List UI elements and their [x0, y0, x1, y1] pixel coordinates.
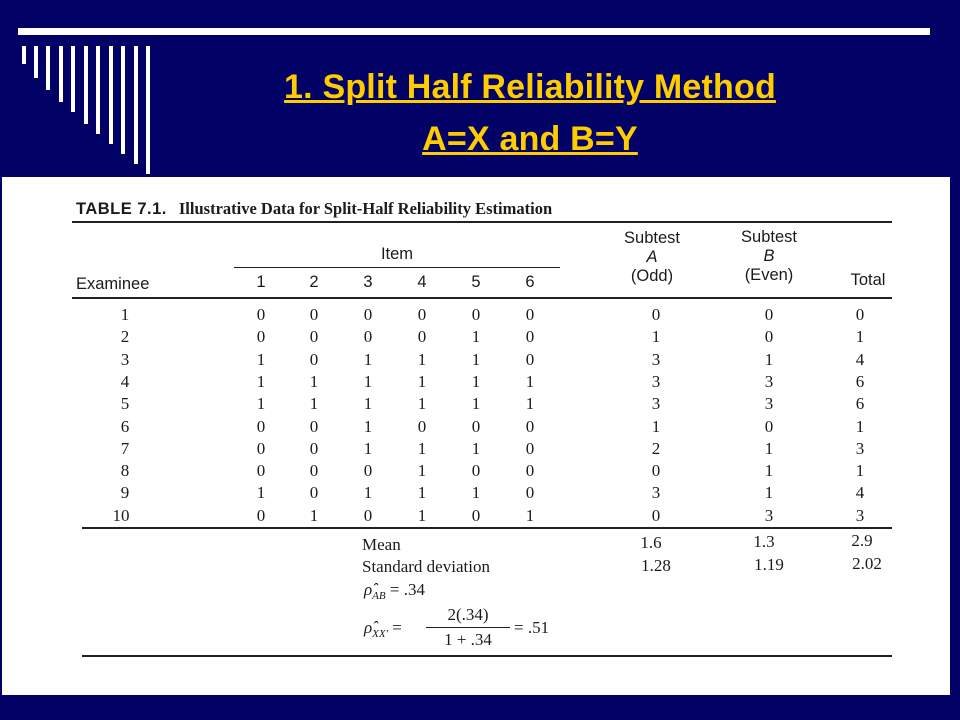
examinee-number: 9 [120, 483, 130, 503]
item-score: 0 [309, 416, 319, 436]
total-score: 0 [855, 305, 865, 324]
table-caption [76, 199, 552, 219]
item-score: 1 [256, 394, 266, 414]
subtest-a-score: 0 [651, 461, 661, 481]
item-score: 0 [471, 305, 481, 324]
item-score: 1 [417, 349, 427, 369]
subtest-b-score: 3 [764, 394, 774, 414]
rho-xx: $\rhô_{XX'}$ = [364, 618, 402, 640]
item-score: 1 [525, 371, 535, 391]
subtest-a-score: 3 [651, 394, 661, 414]
rho-ab: $\rhô_{AB} = .34$ [364, 580, 425, 602]
examinee-number: 10 [112, 505, 130, 525]
total-score: 1 [855, 461, 865, 481]
subtest-b-score: 3 [764, 505, 774, 525]
sd-a: 1.28 [641, 556, 671, 575]
table-label: TABLE 7.1. [76, 200, 167, 218]
item-score: 1 [471, 349, 481, 369]
rule-bottom [82, 655, 892, 657]
subtest-b-score: 3 [764, 371, 774, 391]
subtest-b-score: 1 [764, 438, 774, 458]
item-score: 1 [363, 371, 373, 391]
item-score: 1 [309, 505, 319, 525]
total-score: 6 [855, 371, 865, 391]
item-score: 1 [256, 371, 266, 391]
item-number: 1 [256, 273, 266, 291]
item-score: 0 [363, 327, 373, 347]
examinee-number: 3 [120, 349, 130, 369]
item-score: 0 [525, 349, 535, 369]
item-score: 1 [417, 483, 427, 503]
formula-result: = .51 [514, 618, 550, 637]
item-score: 0 [309, 461, 319, 481]
item-score: 0 [256, 305, 266, 324]
mean-a: 1.6 [640, 533, 662, 552]
total-score: 1 [855, 416, 865, 436]
item-score: 0 [256, 416, 266, 436]
examinee-number: 8 [120, 461, 130, 481]
formula-numerator: 2(.34) [447, 605, 489, 624]
item-score: 0 [309, 349, 319, 369]
item-number: 4 [417, 273, 427, 291]
item-score: 1 [256, 483, 266, 503]
item-score: 0 [363, 305, 373, 324]
subtest-a-score: 3 [651, 483, 661, 503]
item-score: 0 [417, 305, 427, 324]
subtest-b-score: 1 [764, 461, 774, 481]
item-score: 1 [363, 438, 373, 458]
rule-body [82, 527, 892, 529]
item-score: 0 [525, 483, 535, 503]
item-score: 1 [525, 394, 535, 414]
subtest-b-score: 0 [764, 327, 774, 347]
total-score: 6 [855, 394, 865, 414]
item-score: 1 [309, 371, 319, 391]
item-score: 0 [256, 461, 266, 481]
item-score: 0 [525, 416, 535, 436]
item-score: 0 [525, 438, 535, 458]
table-caption-text: Illustrative Data for Split-Half Reliability Estimation [178, 199, 553, 218]
item-score: 0 [309, 438, 319, 458]
item-score: 1 [417, 438, 427, 458]
item-score: 0 [471, 505, 481, 525]
mean-label: Mean [362, 535, 401, 554]
sd-b: 1.19 [754, 555, 784, 574]
subtest-b-score: 0 [764, 305, 774, 324]
total-score: 3 [855, 438, 865, 458]
examinee-number: 7 [120, 438, 130, 458]
subtest-b-score: 1 [764, 349, 774, 369]
total-score: 4 [855, 483, 865, 503]
slide-title: 1. Split Half Reliability Method [284, 68, 776, 106]
item-score: 1 [417, 371, 427, 391]
item-score: 0 [256, 327, 266, 347]
item-score: 1 [363, 349, 373, 369]
total-score: 3 [855, 505, 865, 525]
subtest-a-score: 1 [651, 327, 661, 347]
item-number: 6 [525, 273, 535, 291]
examinee-number: 1 [120, 305, 130, 324]
item-score: 1 [471, 394, 481, 414]
item-score: 1 [417, 505, 427, 525]
item-score: 0 [309, 327, 319, 347]
item-score: 0 [525, 305, 535, 324]
item-header: Item [380, 245, 414, 263]
item-number: 2 [309, 273, 319, 291]
item-score: 0 [363, 461, 373, 481]
examinee-number: 4 [120, 371, 130, 391]
item-score: 1 [363, 416, 373, 436]
subtest-b-score: 0 [764, 416, 774, 436]
subtest-a-score: 3 [651, 371, 661, 391]
item-score: 1 [471, 483, 481, 503]
item-score: 0 [256, 438, 266, 458]
mean-total: 2.9 [851, 531, 873, 550]
item-number: 5 [471, 273, 481, 291]
formula-bar [426, 627, 510, 628]
item-score: 0 [309, 305, 319, 324]
item-score: 0 [471, 416, 481, 436]
item-score: 1 [417, 394, 427, 414]
item-score: 1 [309, 394, 319, 414]
item-score: 1 [363, 394, 373, 414]
sd-label: Standard deviation [362, 557, 490, 576]
sd-total: 2.02 [852, 554, 882, 573]
formula-denominator: 1 + .34 [444, 630, 492, 649]
item-score: 1 [363, 483, 373, 503]
rule-header [72, 297, 892, 299]
subtest-b-score: 1 [764, 483, 774, 503]
item-score: 1 [471, 371, 481, 391]
subtest-a-score: 0 [651, 505, 661, 525]
examinee-number: 2 [120, 327, 130, 347]
subtest-a-score: 1 [651, 416, 661, 436]
item-score: 1 [525, 505, 535, 525]
table-scan [2, 177, 950, 695]
examinee-number: 5 [120, 394, 130, 414]
subtest-a-score: 0 [651, 305, 661, 324]
subtest-a-score: 3 [651, 349, 661, 369]
top-rule [18, 28, 930, 35]
subtest-a-score: 2 [651, 438, 661, 458]
item-score: 1 [471, 438, 481, 458]
total-header: Total [850, 271, 886, 289]
total-score: 4 [855, 349, 865, 369]
item-score: 1 [417, 461, 427, 481]
item-score: 0 [525, 461, 535, 481]
item-score: 0 [417, 416, 427, 436]
item-score: 1 [256, 349, 266, 369]
item-score: 0 [363, 505, 373, 525]
subtest-b-header: Subtest B (Even) [741, 228, 797, 284]
item-score: 0 [417, 327, 427, 347]
item-score: 1 [471, 327, 481, 347]
subtest-a-header: Subtest A (Odd) [624, 229, 680, 285]
examinee-header: Examinee [76, 275, 150, 293]
item-number: 3 [363, 273, 373, 291]
item-score: 0 [309, 483, 319, 503]
item-score: 0 [471, 461, 481, 481]
item-score: 0 [525, 327, 535, 347]
slide-subtitle: A=X and B=Y [422, 120, 638, 158]
item-score: 0 [256, 505, 266, 525]
examinee-number: 6 [120, 416, 130, 436]
rule-item [234, 267, 560, 268]
mean-b: 1.3 [753, 532, 775, 551]
total-score: 1 [855, 327, 865, 347]
rule-top [72, 221, 892, 223]
